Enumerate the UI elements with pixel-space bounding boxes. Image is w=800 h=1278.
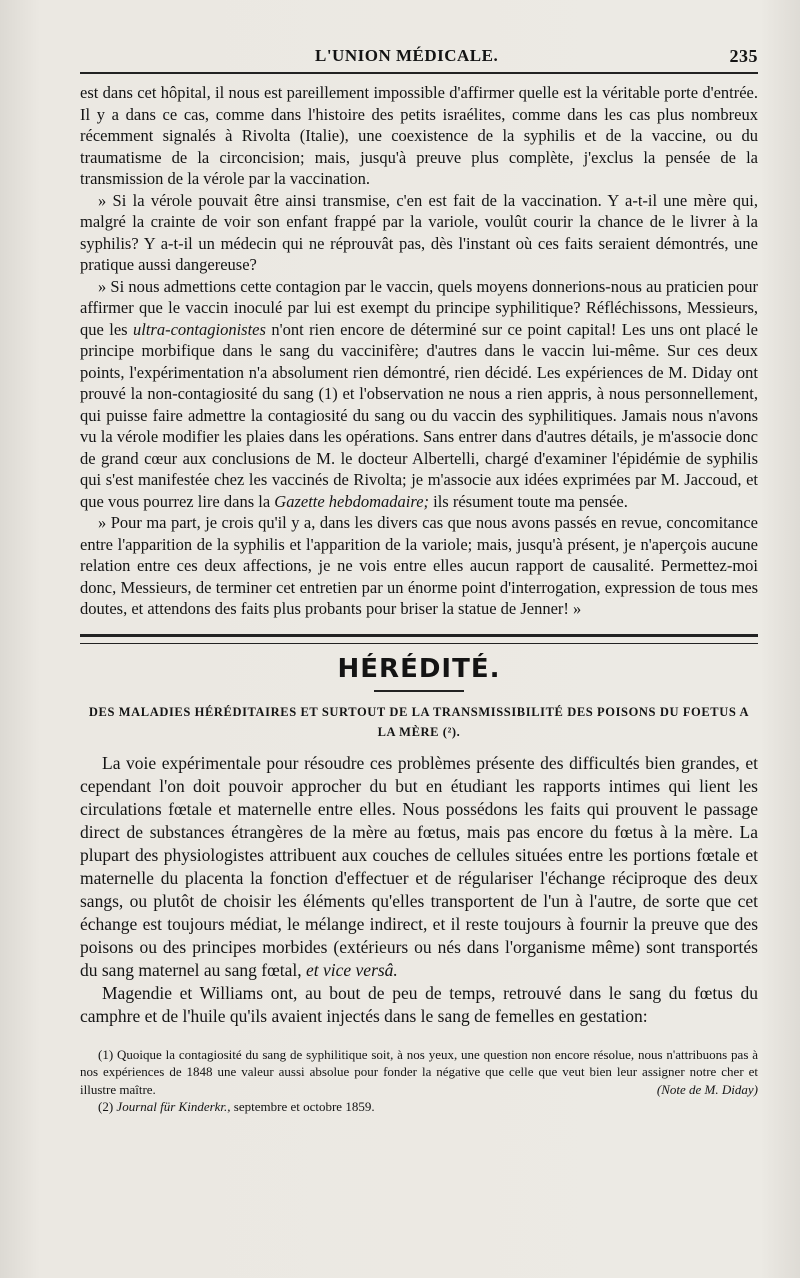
footnotes bbox=[80, 1046, 758, 1116]
article-paragraph-2: Magendie et Williams ont, au bout de peu de temps, retrouvé dans le sang du fœtus du camphre et de l'huile qu'ils avaient injectés dans le sang de femelles en gestation: bbox=[80, 982, 758, 1026]
section-title: HÉRÉDITÉ. bbox=[337, 653, 501, 684]
footnote-2 bbox=[80, 1098, 758, 1116]
paragraph-3 bbox=[80, 276, 758, 513]
footnote-1-text: (1) Quoique la contagiosité du sang de syphilitique soit, à nos yeux, une question non encore résolue, nous n'attribuons pas à nos expériences de 1848 une valeur aussi absolue pour fonder la négative que celle que veut bien leur assigner notre cher et illustre maître. bbox=[80, 1046, 758, 1097]
paragraph-3-middle: n'ont rien encore de déterminé sur ce point capital! Les uns ont placé le principe morbifique dans le sang du vaccinifère; d'autres dans le vaccin lui-même. Sur ces deux points, l'expérimentation n'a absolument rien démontré, rien décidé. Les expériences de M. Diday ont prouvé la non-contagiosité du sang (1) et l'observation ne nous a rien appris, à nous personnellement, qui puisse faire admettre la contagiosité du sang ou du vaccin des syphilitiques. Jamais nous n'avons vu la vérole modifier les plaies dans les opérations. Sans entrer dans d'autres détails, je m'associe donc de grand cœur aux conclusions de M. le docteur Albertelli, chargé d'examiner l'épidémie de syphilis qui s'est manifestée chez les vaccinés de Rivolta; je m'associe aux idées exprimées par M. Jaccoud, et que vous pourrez lire dans la bbox=[80, 319, 758, 511]
article-body bbox=[80, 752, 758, 1028]
paragraph-3-end: ils résument toute ma pensée. bbox=[429, 491, 628, 511]
running-header bbox=[80, 38, 758, 72]
article-paragraph-1 bbox=[80, 752, 758, 982]
journal-title: L'UNION MÉDICALE. bbox=[315, 46, 499, 65]
paragraph-2: » Si la vérole pouvait être ainsi transmise, c'en est fait de la vaccination. Y a-t-il une mère qui, malgré la crainte de voir son enfant frappé par la variole, voulût courir la chance de le livrer à la syphilis? Y a-t-il un médecin qui ne réprouvât pas, dès l'instant où ces faits seraient démontrés, une pratique aussi dangereuse? bbox=[80, 190, 758, 274]
italic-term: ultra-contagionistes bbox=[133, 319, 266, 339]
paragraph-4: » Pour ma part, je crois qu'il y a, dans les divers cas que nous avons passés en revue, concomitance entre l'apparition de la syphilis et l'apparition de la variole; mais, jusqu'à présent, je n'aperçois aucune relation entre ces deux affections, je ne vois entre elles aucun rapport de causalité. Permettez-moi donc, Messieurs, de terminer cet entretien par un énorme point d'interrogation, expression de tous mes doutes, et attendons des faits plus probants pour briser la statue de Jenner! » bbox=[80, 513, 758, 618]
latin-phrase: et vice versâ. bbox=[305, 959, 398, 980]
paragraph-1: est dans cet hôpital, il nous est pareillement impossible d'affirmer quelle est la véritable porte d'entrée. Il y a dans ce cas, comme dans l'histoire des petits israélites, comme dans les cas plus nombreux récemment signalés à Rivolta (Italie), une coexistence de la syphilis et de la vaccine, ou du traumatisme de la circoncision; mais, jusqu'à preuve plus complète, j'exclus la pensée de la transmission de la vérole par la vaccination. bbox=[80, 83, 758, 188]
article-paragraph-1-text: La voie expérimentale pour résoudre ces problèmes présente des difficultés bien grandes, et cependant l'on doit pouvoir approcher du but en étudiant les rapports intimes qui lient les circulations fœtale et maternelle entre elles. Nous possédons les faits qui prouvent le passage direct de substances étrangères de la mère au fœtus, mais pas encore du fœtus à la mère. La plupart des physiologistes attribuent aux couches de cellules situées entre les portions fœtale et maternelle du placenta la fonction d'effectuer et de régulariser l'échange réciproque des deux sangs, ou plutôt de choisir les éléments qu'elles transportent de l'un à l'autre, de sorte que cet échange est toujours médiat, le mélange indirect, et il reste toujours à fournir la preuve que des poisons ou des principes morbides (extérieurs ou nés dans l'organisme même) sont transportés du sang maternel au sang fœtal, bbox=[80, 752, 758, 980]
article-heading: DES MALADIES HÉRÉDITAIRES ET SURTOUT DE LA TRANSMISSIBILITÉ DES POISONS DU FOETUS A LA MÈRE (²). bbox=[88, 704, 750, 739]
page-number: 235 bbox=[729, 46, 758, 66]
paragraph-3-start: » Si nous admettions cette contagion par le vaccin, quels moyens donnerions-nous au praticien pour affirmer que le vaccin inoculé par lui est exempt du principe syphilitique? Réfléchissons, Messieurs, que les bbox=[80, 276, 758, 339]
title-underline bbox=[374, 690, 464, 692]
footnote-1-attribution: (Note de M. Diday) bbox=[656, 1081, 758, 1097]
footnote-1 bbox=[80, 1046, 758, 1099]
footnote-2-date: septembre et octobre 1859. bbox=[230, 1099, 375, 1114]
journal-citation: Gazette hebdomadaire; bbox=[274, 491, 430, 511]
section-divider bbox=[80, 634, 758, 644]
header-rule bbox=[80, 72, 758, 74]
footnote-2-journal: Journal für Kinderkr., bbox=[116, 1099, 231, 1114]
lecture-continuation bbox=[80, 82, 758, 620]
footnote-2-prefix: (2) bbox=[98, 1099, 117, 1114]
